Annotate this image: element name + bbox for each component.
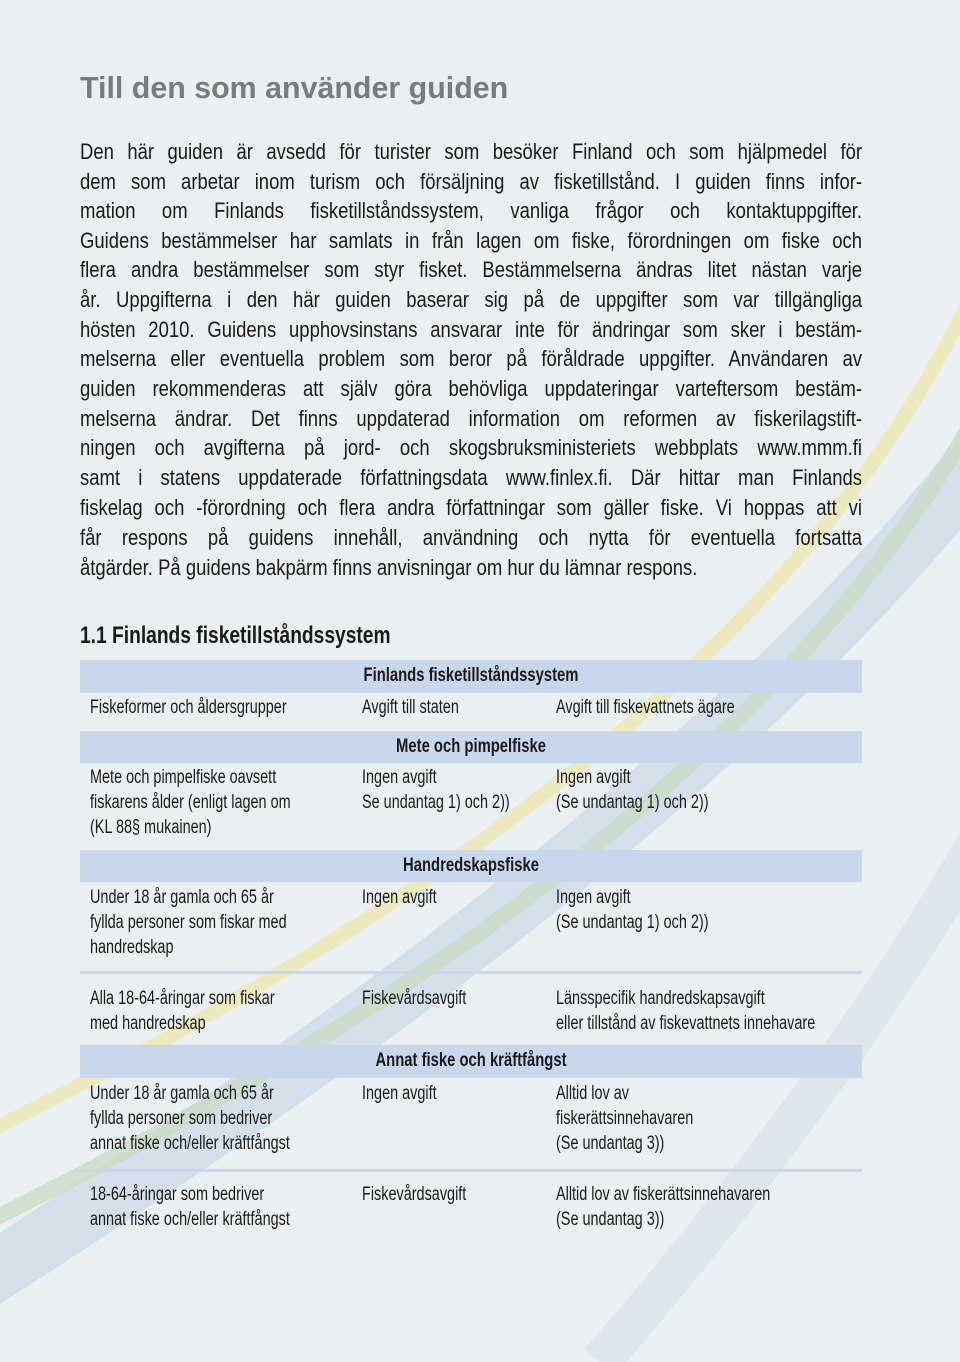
page-title: Till den som använder guiden <box>80 70 509 105</box>
paragraph-line: Guidens bestämmelser har samlats in från lagen om fiske, förordningen om fiske och <box>80 228 863 253</box>
group-band <box>80 731 862 763</box>
table-cell: Ingen avgift (Se undantag 1) och 2)) <box>556 767 709 813</box>
row-divider <box>80 971 862 974</box>
table-cell: Alltid lov av fiskerättsinnehavaren (Se undantag 3)) <box>556 1184 771 1230</box>
header-cell: Avgift till staten <box>362 697 459 718</box>
group-band <box>80 1045 862 1078</box>
paragraph-line: Den här guiden är avsedd för turister som besöker Finland och som hjälpmedel för <box>80 139 863 164</box>
table-cell: Ingen avgift <box>362 887 437 908</box>
paragraph-line: samt i statens uppdaterade författningsdata www.finlex.fi. Där hittar man Finlands <box>80 465 863 490</box>
paragraph-line: flera andra bestämmelser som styr fisket. Bestämmelserna ändras litet nästan varje <box>80 257 863 282</box>
group-label: Annat fiske och kräftfångst <box>375 1050 567 1071</box>
group-band <box>80 850 862 882</box>
header-cell: Avgift till fiskevattnets ägare <box>556 697 735 718</box>
paragraph-line: år. Uppgifterna i den här guiden baserar sig på de uppgifter som var tillgängliga <box>80 287 863 312</box>
paragraph-line: åtgärder. På guidens bakpärm finns anvisningar om hur du lämnar respons. <box>80 555 698 580</box>
group-label: Handredskapsfiske <box>403 855 539 876</box>
table-cell: 18-64-åringar som bedriver annat fiske och/eller kräftfångst <box>90 1184 290 1230</box>
table-cell: Länsspecifik handredskapsavgift eller tillstånd av fiskevattnets innehavare <box>556 988 816 1034</box>
paragraph-line: dem som arbetar inom turism och försäljning av fisketillstånd. I guiden finns infor- <box>80 169 863 194</box>
table-cell: Fiskevårdsavgift <box>362 1184 467 1205</box>
table-title: Finlands fisketillståndssystem <box>363 665 579 686</box>
table-cell: Under 18 år gamla och 65 år fyllda personer som fiskar med handredskap <box>90 887 287 958</box>
table-cell: Alltid lov av fiskerättsinnehavaren (Se undantag 3)) <box>556 1083 694 1154</box>
section-heading: 1.1 Finlands fisketillståndssystem <box>80 622 391 649</box>
paragraph-line: melserna eller eventuella problem som beror på föråldrade uppgifter. Användaren av <box>80 346 863 371</box>
paragraph-line: ningen och avgifterna på jord- och skogsbruksministeriets webbplats www.mmm.fi <box>80 435 863 460</box>
paragraph-line: melserna ändrar. Det finns uppdaterad information om reformen av fiskerilagstift- <box>80 406 863 431</box>
paragraph-line: fiskelag och -förordning och flera andra författningar som gäller fiske. Vi hoppas att vi <box>80 495 863 520</box>
table-title-band <box>80 660 862 693</box>
paragraph-line: mation om Finlands fisketillståndssystem, vanliga frågor och kontaktuppgifter. <box>80 198 863 223</box>
table-cell: Under 18 år gamla och 65 år fyllda personer som bedriver annat fiske och/eller kräftfångst <box>90 1083 290 1154</box>
table-cell: Ingen avgift Se undantag 1) och 2)) <box>362 767 510 813</box>
table-cell: Alla 18-64-åringar som fiskar med handredskap <box>90 988 275 1034</box>
table-cell: Mete och pimpelfiske oavsett fiskarens ålder (enligt lagen om (KL 88§ mukainen) <box>90 767 291 838</box>
paragraph-line: guiden rekommenderas att själv göra behövliga uppdateringar varteftersom bestäm- <box>80 376 863 401</box>
row-divider <box>80 1169 862 1172</box>
table-cell: Ingen avgift <box>362 1083 437 1104</box>
group-label: Mete och pimpelfiske <box>396 736 546 757</box>
paragraph-line: får respons på guidens innehåll, användning och nytta för eventuella fortsatta <box>80 525 863 550</box>
header-cell: Fiskeformer och åldersgrupper <box>90 697 287 718</box>
paragraph-line: hösten 2010. Guidens upphovsinstans ansvarar inte för ändringar som sker i bestäm- <box>80 317 863 342</box>
table-cell: Ingen avgift (Se undantag 1) och 2)) <box>556 887 709 933</box>
table-cell: Fiskevårdsavgift <box>362 988 467 1009</box>
